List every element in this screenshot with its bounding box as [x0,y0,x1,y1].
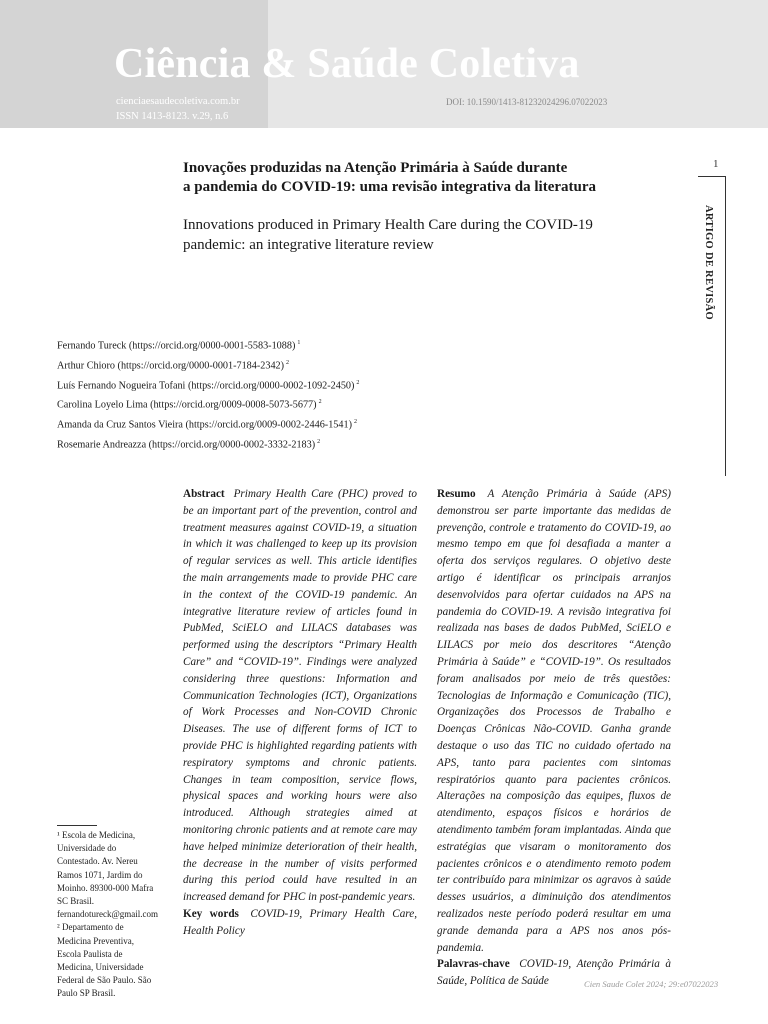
section-label: ARTIGO DE REVISÃO [703,205,714,321]
author-row[interactable] [57,355,359,375]
abstract-column [183,486,417,940]
author-row[interactable] [57,414,359,434]
author-affiliation-ref: 2 [356,379,360,386]
article-title-pt [183,159,683,197]
author-row[interactable] [57,335,359,355]
resumo-body [437,486,671,956]
article-title-en [183,215,683,255]
author-name: Arthur Chioro (https://orcid.org/0000-0001-7184-2342) [57,360,285,372]
keywords-text: COVID-19, Primary Health Care, Health Policy [183,907,418,937]
affiliation-2: ² Departamento de Medicina Preventiva, Escola Paulista de Medicina, Universidade Federal de São Paulo. São Paulo SP Brasil. [57,922,152,999]
citation-footer: Cien Saude Colet 2024; 29:e07022023 [584,979,719,989]
title-en-line-1: Innovations produced in Primary Health Care during the COVID-19 [183,217,593,233]
journal-title [114,40,580,88]
author-name: Amanda da Cruz Santos Vieira (https://orcid.org/0009-0002-2446-1541) [57,419,352,431]
abstract-body [183,486,417,906]
affiliation-rule [57,825,97,826]
title-pt-line-1: Inovações produzidas na Atenção Primária à Saúde durante [183,160,568,176]
page-number: 1 [713,158,719,170]
author-row[interactable] [57,375,359,395]
abstract-label: Abstract [183,488,225,500]
author-affiliation-ref: 2 [353,419,357,426]
side-rule-vertical [725,176,726,476]
keywords-label: Key words [183,907,239,920]
abstract-text: Primary Health Care (PHC) proved to be an important part of the prevention, control and treatment measures against COVID-19, a situation in which it was challenged to keep up its provision of regular services as well. This article identifies the main arrangements made to provide PHC care in the context of the COVID-19 pandemic. An integrative literature review of articles found in PubMed, SciELO and LILACS databases was performed using the descriptors “Primary Health Care” and “COVID-19”. Findings were analyzed considering three questions: Information and Communication Technologies (ICT), Organizations of Work Processes and Non-COVID Chronic Diseases. The use of different forms of ICT to provide PHC is highlighted regarding patients with respiratory symptoms and chronic patients. Changes in team composition, service flows, physical spaces and working hours were also introduced. Although strategies aimed at monitoring chronic patients and at remote care may have helped minimize deterioration of their health, the decrease in the number of visits performed during this period could have resulted in an increased demand for PHC in post-pandemic years. [183,488,418,904]
author-name: Carolina Loyelo Lima (https://orcid.org/0009-0008-5073-5677) [57,399,317,411]
author-name: Rosemarie Andreazza (https://orcid.org/0000-0002-3332-2183) [57,439,316,451]
journal-title-part-1: Ciência [114,41,251,87]
author-name: Fernando Tureck (https://orcid.org/0000-0001-5583-1088) [57,340,296,352]
author-name: Luís Fernando Nogueira Tofani (https://orcid.org/0000-0002-1092-2450) [57,379,355,391]
journal-meta [116,94,240,124]
author-list [57,335,359,454]
author-row[interactable] [57,434,359,454]
title-en-line-2: pandemic: an integrative literature review [183,237,434,253]
article-doi[interactable]: DOI: 10.1590/1413-81232024296.07022023 [446,97,608,107]
affiliations [57,829,159,1001]
author-affiliation-ref: 1 [297,340,301,346]
palavras-chave-text: COVID-19, Atenção Primária à Saúde, Política de Saúde [437,958,672,988]
author-affiliation-ref: 2 [318,399,322,406]
journal-issn: ISSN 1413-8123. v.29, n.6 [116,111,229,122]
resumo-label: Resumo [437,488,476,500]
palavras-chave-label: Palavras-chave [437,958,510,971]
side-rule-horizontal [698,176,726,177]
resumo-text: A Atenção Primária à Saúde (APS) demonstrou ser parte importante das medidas de prevenção, controle e tratamento do COVID-19, ao mesmo tempo em que foi desafiada a manter a oferta dos serviços regulares. O objetivo deste artigo é identificar os principais arranjos desenvolvidos para ofertar cuidados na APS na pandemia do COVID-19. A revisão integrativa foi realizada nas bases de dados PubMed, SciELO e LILACS por meio dos descritores “Atenção Primária à Saúde” e “COVID-19”. Os resultados foram analisados por meio de três questões: Tecnologias de Informação e Comunicação (TIC), Organizações dos Processos de Trabalho e Doenças Crônicas Não-COVID. Ganha grande destaque o uso das TIC no cuidado ofertado na APS, tanto para pacientes com sintomas respiratórios quanto para pacientes crônicos. Alterações na composição das equipes, fluxos de atendimento, espaços físicos e horários de atendimento também foram implantadas. Ainda que estratégias que visaram o monitoramento dos pacientes crônicos e o atendimento remoto podem ter contribuído para minimizar os agravos à saúde desses usuários, a diminuição dos atendimentos realizados neste período poderá resultar em uma grande demanda para a APS nos anos pós-pandemia. [437,488,671,954]
abstract-keywords [183,906,417,940]
resumo-column [437,486,671,990]
journal-website[interactable]: cienciaesaudecoletiva.com.br [116,96,240,107]
author-affiliation-ref: 2 [317,438,321,445]
author-row[interactable] [57,394,359,414]
journal-title-part-2: & Saúde Coletiva [250,41,580,87]
affiliation-1: ¹ Escola de Medicina, Universidade do Contestado. Av. Nereu Ramos 1071, Jardim do Moinho. 89300-000 Mafra SC Brasil. fernandotureck@gmail.com [57,830,158,920]
author-affiliation-ref: 2 [286,359,290,366]
title-pt-line-2: a pandemia do COVID-19: uma revisão integrativa da literatura [183,179,597,195]
